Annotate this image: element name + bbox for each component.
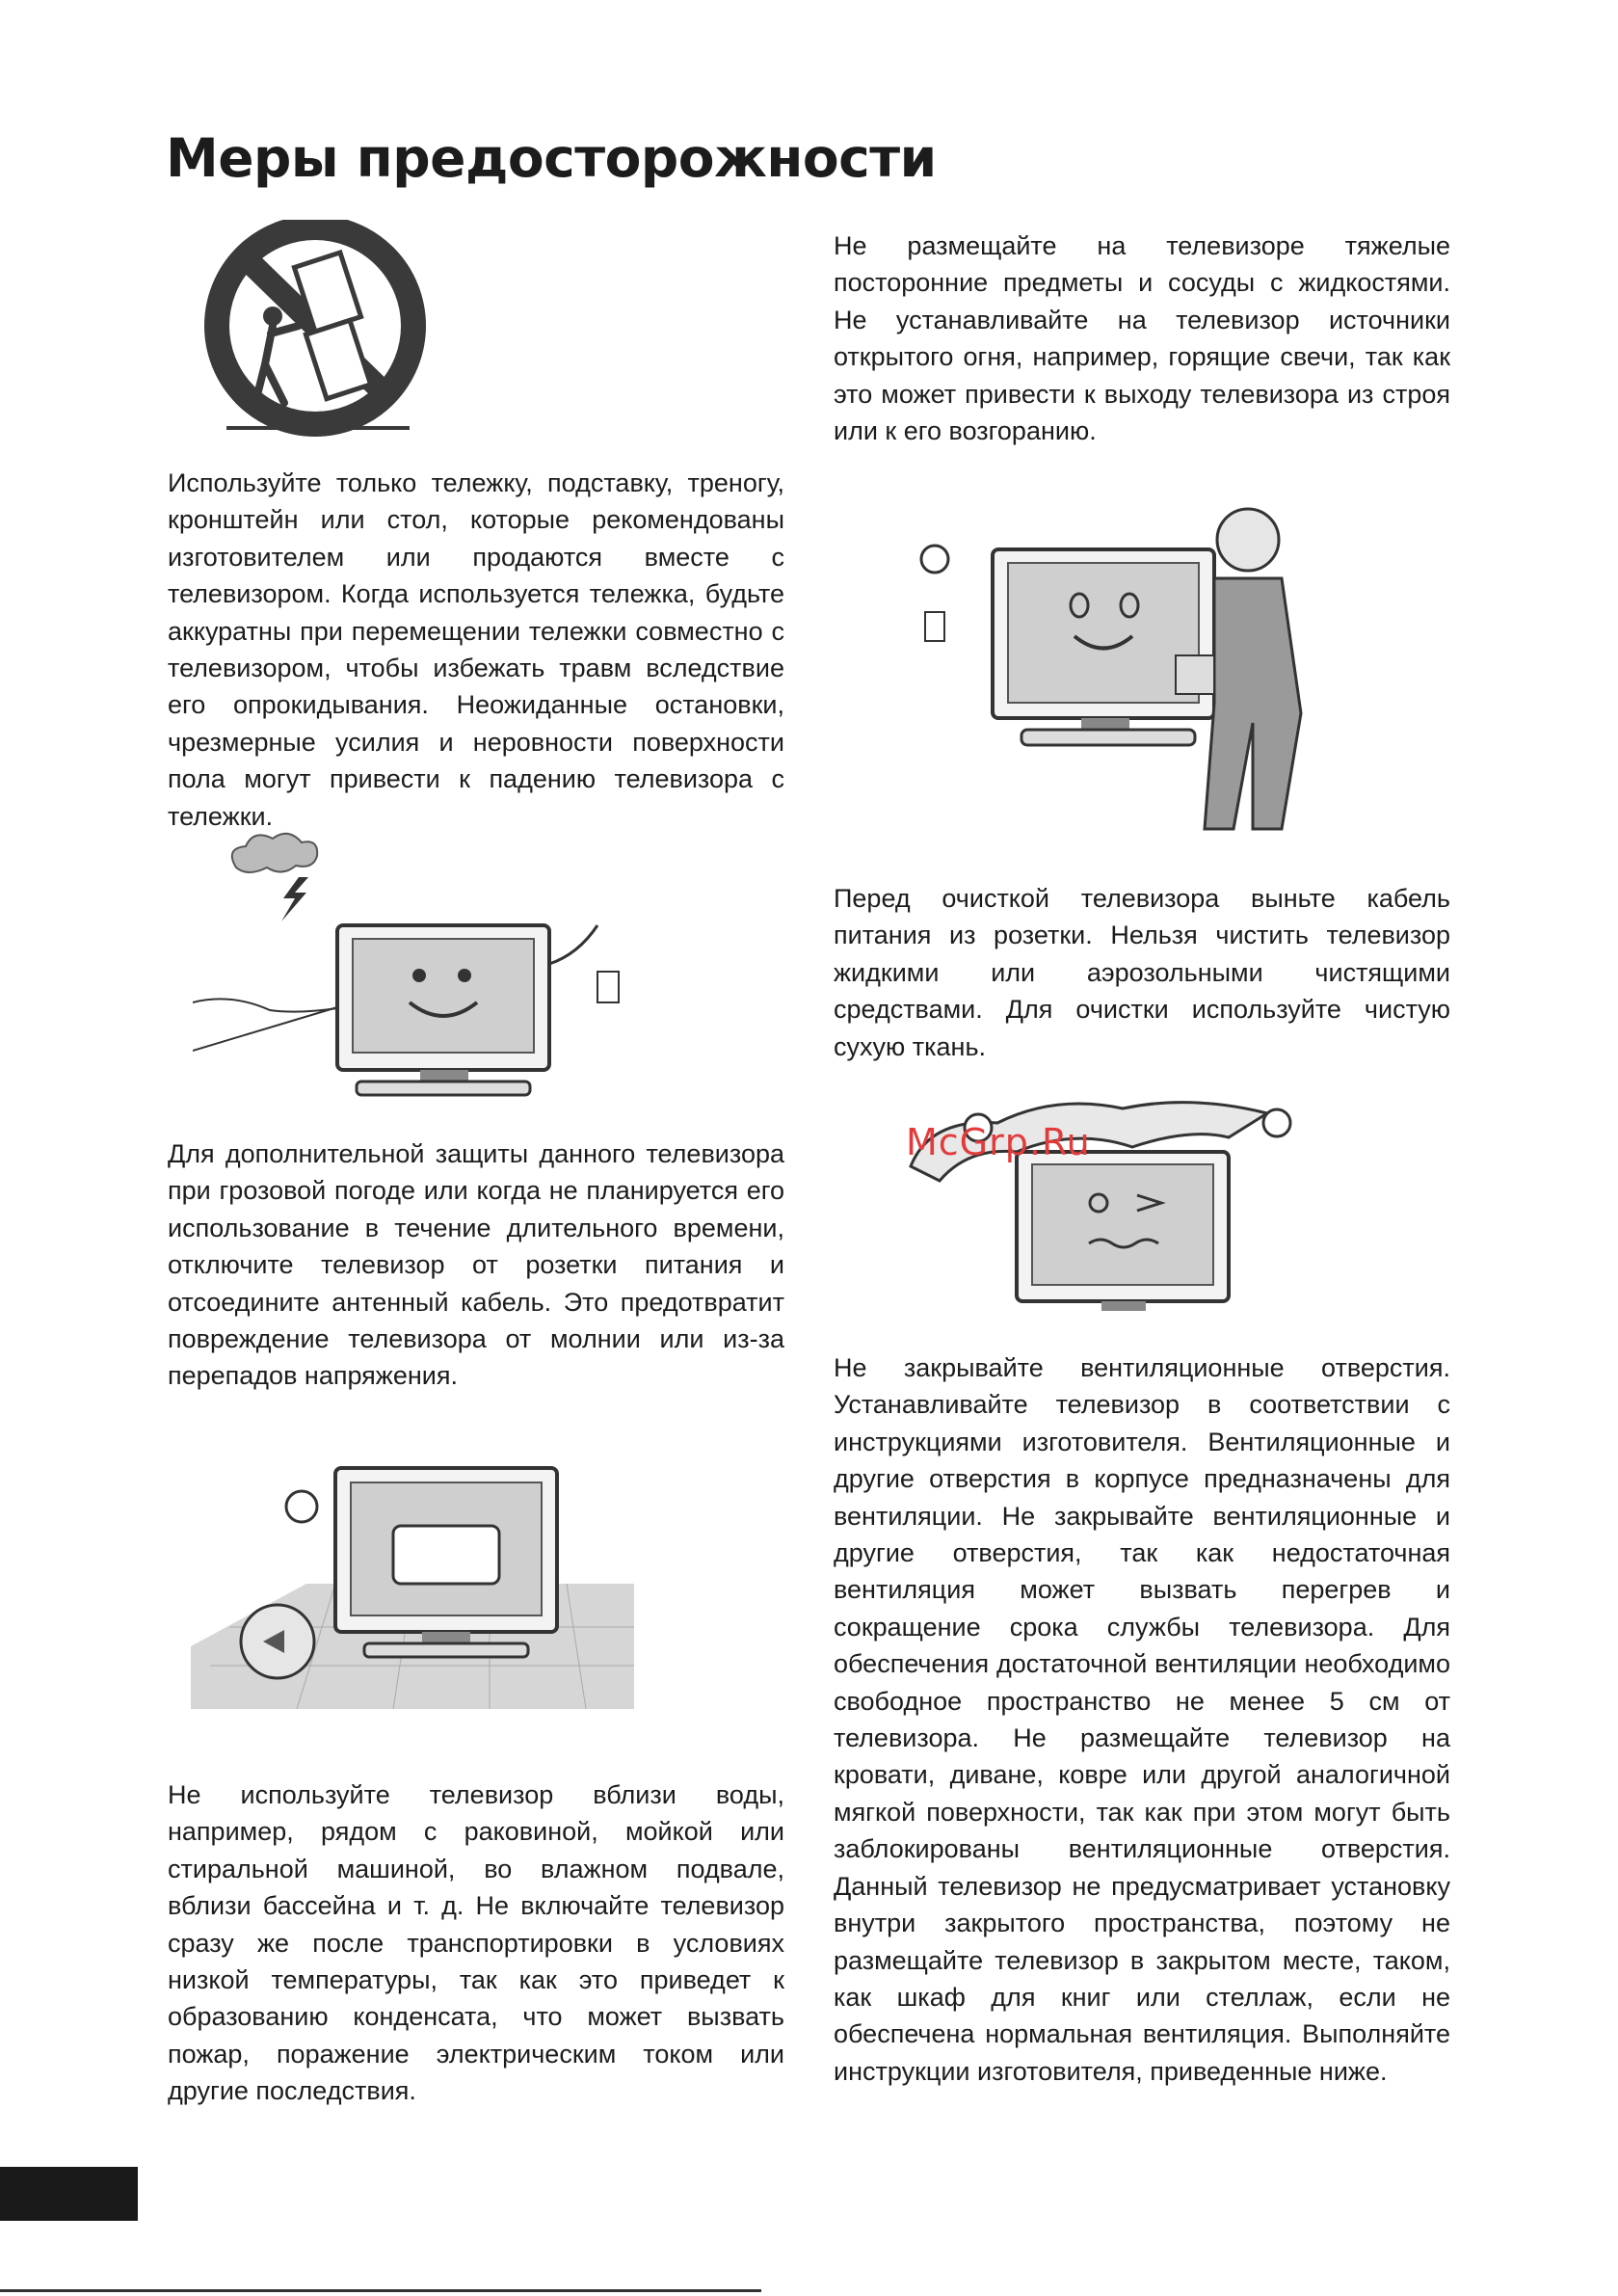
water-tv-illustration xyxy=(191,1454,634,1709)
page-marker xyxy=(0,2167,138,2221)
cleaning-tv-illustration xyxy=(906,482,1320,839)
watermark: McGrp.Ru xyxy=(906,1121,1091,1163)
cart-warning-icon xyxy=(198,220,429,441)
water-paragraph: Не используйте телевизор вблизи воды, например, рядом с раковиной, мойкой или стиральной машиной, во влажном подвале, вблизи бассейна и т. д. Не включайте телевизор сразу же после транспортировки в условиях низкой температуры, так как это приведет к образованию конденсата, что может вызвать пожар, поражение электрическим током или другие последствия. xyxy=(168,1780,784,2106)
divider xyxy=(0,2289,761,2292)
ventilation-tv-illustration xyxy=(901,1060,1315,1321)
cart-paragraph: Используйте только тележку, подставку, треногу, кронштейн или стол, которые рекомендованы изготовителем или продаются вместе с телевизором. Когда используется тележка, будьте аккуратны при перемещении тележки совместно с телевизором, чтобы избежать травм вследствие его опрокидывания. Неожиданные остановки, чрезмерные усилия и неровности поверхности пола могут привести к падению телевизора с тележки. xyxy=(168,468,784,831)
heavy-objects-paragraph: Не размещайте на телевизоре тяжелые посторонние предметы и сосуды с жидкостями. Не устанавливайте на телевизор источники открытого огня, например, горящие свечи, так как это может привести к выходу телевизора из строя или к его возгоранию. xyxy=(834,231,1450,446)
lightning-tv-illustration xyxy=(193,810,636,1099)
lightning-paragraph: Для дополнительной защиты данного телевизора при грозовой погоде или когда не планируется его использование в течение длительного времени, отключите телевизор от розетки питания и отсоедините антенный кабель. Это предотвратит повреждение телевизора от молнии или из-за перепадов напряжения. xyxy=(168,1139,784,1391)
cleaning-paragraph: Перед очисткой телевизора выньте кабель питания из розетки. Нельзя чистить телевизор жидкими или аэрозольными чистящими средствами. Для очистки используйте чистую сухую ткань. xyxy=(834,884,1450,1061)
ventilation-paragraph: Не закрывайте вентиляционные отверстия. Устанавливайте телевизор в соответствии с инструкциями изготовителя. Вентиляционные и другие отверстия в корпусе предназначены для вентиляции. Не закрывайте вентиляционные и другие отверстия, так как недостаточная вентиляция может вызвать перегрев и сокращение срока службы телевизора. Для обеспечения достаточной вентиляции необходимо свободное пространство не менее 5 см от телевизора. Не размещайте телевизор на кровати, диване, ковре или другой аналогичной мягкой поверхности, так как при этом могут быть заблокированы вентиляционные отверстия. Данный телевизор не предусматривает установку внутри закрытого пространства, поэтому не размещайте телевизор в закрытом месте, таком, как шкаф для книг или стеллаж, если не обеспечена нормальная вентиляция. Выполняйте инструкции изготовителя, приведенные ниже. xyxy=(834,1353,1450,2086)
page-title: Меры предосторожности xyxy=(166,127,937,189)
